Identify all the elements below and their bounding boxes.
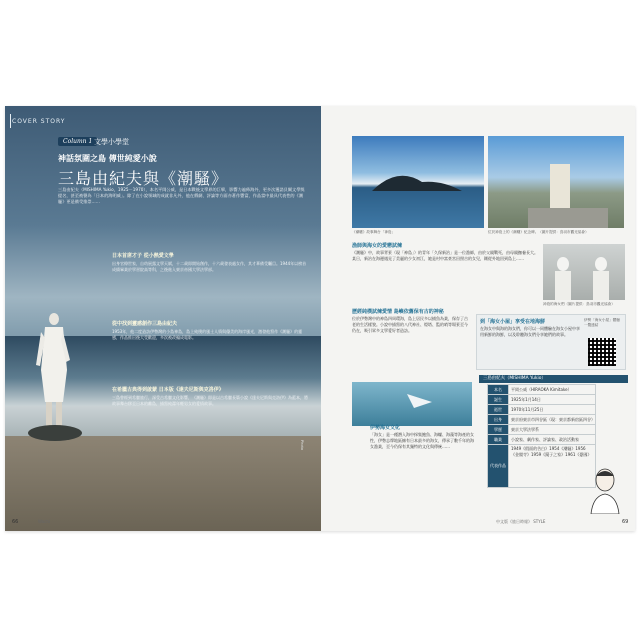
kamishima-island-photo bbox=[352, 136, 484, 228]
section-text: 出身官僚世家，自幼展露文學天賦，十二歲即開始創作，十六歲發表處女作，其才華備受矚目。1944年以榜首成績畢業於學習院高等科，之後進入東京帝國大學法學部。 bbox=[112, 260, 307, 272]
section-label: COVER STORY bbox=[12, 118, 66, 125]
qr-code[interactable] bbox=[588, 338, 616, 366]
section-text: 《潮騷》中，故事背景（現「神島」）的青年「久保新治」是一位漁師，由於父親戰死，由母親撫養長大。某日，新治在海邊遇見了美麗的少女初江，她是村中富豪宮田照吉的女兒，剛從外地回到島上…… bbox=[352, 250, 538, 261]
rock bbox=[28, 425, 82, 441]
article-title: 三島由紀夫與《潮騷》 bbox=[58, 169, 229, 188]
beach bbox=[5, 436, 321, 531]
article-section bbox=[112, 388, 308, 406]
article-subtitle: 神話氛圍之島 傳世純愛小說 bbox=[58, 154, 157, 163]
profile-header: 三島由紀夫（MISHIMA Yukio） bbox=[479, 375, 628, 383]
table-row: 學歷 東京大學法學系 bbox=[488, 425, 596, 435]
table-row: 職業 小說家、劇作家、評論家、政治活動家 bbox=[488, 435, 596, 445]
page-footer: Wochi bbox=[38, 519, 51, 524]
article-section bbox=[112, 322, 308, 340]
section-heading: 漁師與海女的愛戀試煉 bbox=[352, 243, 403, 249]
page-number: 69 bbox=[622, 519, 629, 525]
diver-silhouette bbox=[352, 382, 472, 426]
qr-caption: 伊勢「海女小屋」體驗一覽連結 bbox=[584, 318, 620, 327]
island-silhouette bbox=[352, 136, 484, 228]
ama-divers-photo bbox=[543, 244, 625, 300]
article-section bbox=[112, 254, 308, 272]
section-heading: 歷經純樸試煉愛情 島嶼依舊保有古的神秘 bbox=[352, 309, 444, 315]
section-heading: 從中找到靈感創作三島由紀夫 bbox=[112, 321, 178, 327]
table-row: 逝世 1970年11月25日 bbox=[488, 405, 596, 415]
column-badge: Column 1 bbox=[58, 137, 97, 146]
section-text: 1953年，他二度造訪伊勢灣的小島神島，島上純樸的風土人情與優美的海岸風光，激發他寫作《潮騷》的靈感，作品推出後大受歡迎，多次被改編成電影。 bbox=[112, 328, 303, 340]
photo-caption: 《潮騷》故事舞台「神島」 bbox=[352, 230, 396, 234]
section-rule bbox=[10, 114, 11, 128]
mishima-portrait-illustration bbox=[585, 466, 625, 514]
monument-shape bbox=[488, 136, 624, 228]
page-number: 66 bbox=[12, 519, 19, 525]
table-row: 誕生 1925年1月14日 bbox=[488, 395, 596, 405]
lead-paragraph: 三島由紀夫（MISHIMA Yukio，1925－1970），本名平岡公威，是日本戰後文學界的巨擘，影響力遍佈海外，更多次獲諾貝爾文學獎提名，甚至被譽為「日本的海明威」。除了在小說領域的成就非凡外，他在戲劇、評論等方面亦著作豐富，作品當中最具代表性的《潮騷》更是備受推崇…… bbox=[58, 187, 305, 204]
infobox-title: 到「海女小屋」享受在地海鮮 bbox=[480, 319, 546, 325]
table-row: 本名 平岡公威（HIRAOKA Kimitake） bbox=[488, 385, 596, 395]
divers-figures bbox=[543, 244, 625, 300]
monument-photo bbox=[488, 136, 624, 228]
ama-underwater-photo bbox=[352, 382, 472, 426]
section-heading: 伊勢海女文化 bbox=[370, 425, 401, 431]
photo-caption: 位於神島上的《潮騷》紀念碑。（圖片提供：鳥羽市觀光協會） bbox=[488, 230, 589, 234]
table-row: 代表作品 1949《假面的告白》1954《潮騷》1956《金閣寺》1959《鏡子之家》1961《憂國》 bbox=[488, 445, 596, 488]
mishima-photo-figure bbox=[33, 310, 75, 435]
page-footer: 中文版《旅日時報》 STYLE bbox=[496, 519, 546, 524]
section-heading: 在希臘古典得到啟蒙 日本版《達夫尼斯與克洛伊》 bbox=[112, 387, 224, 393]
table-row: 出身 東京府東京市四谷區（現：東京都新宿區四谷） bbox=[488, 415, 596, 425]
infobox-text: 在海女中與海的海女們，你可以一同體驗在海女小屋中享用新鮮的海鮮，以及聆聽海女們分享她們的故事。 bbox=[480, 326, 580, 337]
profile-table bbox=[487, 384, 596, 488]
photo-credit: Photo bbox=[300, 440, 304, 450]
photo-caption: 神島的海女們（圖片提供：鳥羽市觀光協會） bbox=[543, 302, 615, 306]
section-text: 位於伊勢灣中的神島四周環海，島上居民多以捕魚為業，保存了古老的生活樣貌。小說中描寫的八代神社、燈塔、監的哨等場景至今仍在，吸引眾多文學愛好者造訪。 bbox=[352, 316, 468, 333]
section-text: 三島曾經到希臘旅行，深受古希臘文化影響，《潮騷》即是以古希臘長篇小說《達夫尼斯與克洛伊》為藍本，將故事舞台移至日本的離島，描寫純潔年輕男女的愛情故事。 bbox=[112, 394, 308, 406]
section-heading: 日本首席才子 從小熱愛文學 bbox=[112, 253, 174, 259]
section-text: 「海女」是一種潛入海中採集鮑魚、海螺、海藻等海產的女性，伊勢志摩地區擁有日本最多的海女，傳承了數千年的海女漁業，至今仍保有其獨特的文化與傳統…… bbox=[370, 432, 474, 449]
column-title: 文學小學堂 bbox=[94, 138, 129, 146]
